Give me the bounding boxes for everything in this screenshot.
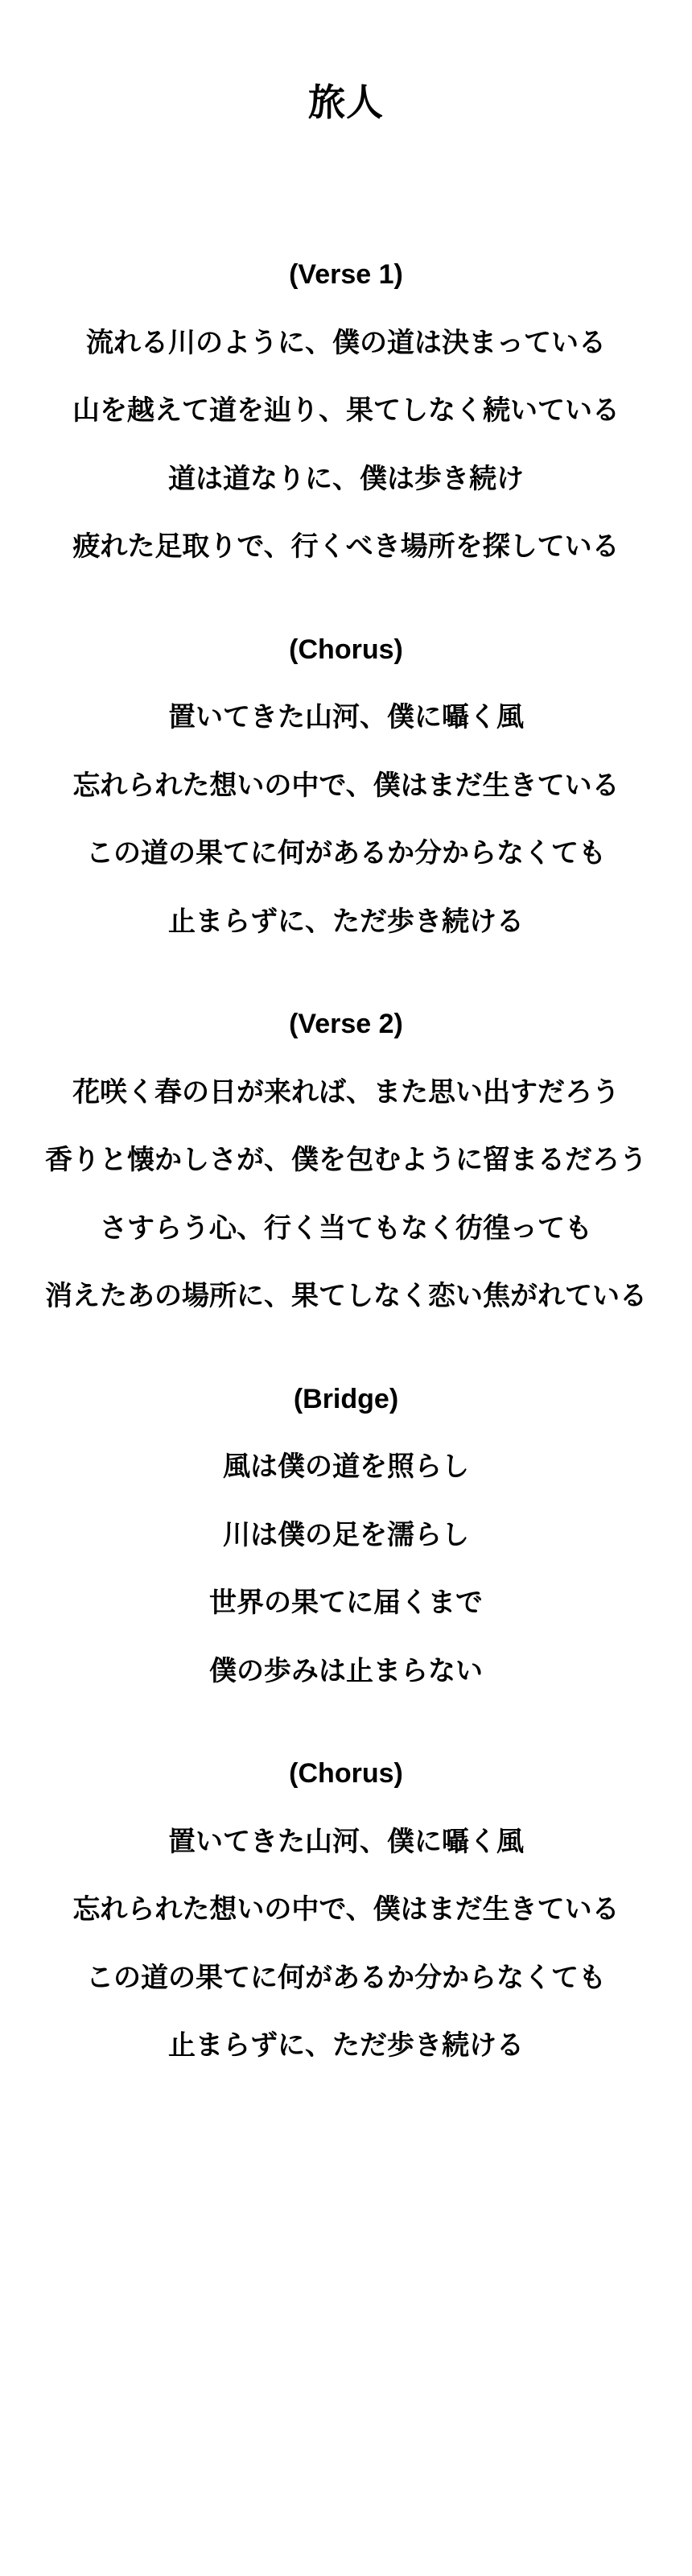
section-label: (Bridge)	[293, 1383, 399, 1414]
lyrics-section	[0, 258, 692, 564]
lyric-line: 忘れられた想いの中で、僕はまだ生きている	[72, 1894, 620, 1926]
lyric-line: 忘れられた想いの中で、僕はまだ生きている	[72, 770, 620, 801]
lyric-line: 止まらずに、ただ歩き続ける	[168, 2030, 524, 2062]
lyric-line: 止まらずに、ただ歩き続ける	[168, 906, 524, 937]
lyrics-section	[0, 1757, 692, 2063]
lyric-line: 疲れた足取りで、行くべき場所を探している	[72, 531, 620, 563]
lyric-line: 山を越えて道を辿り、果てしなく続いている	[72, 395, 620, 427]
section-label: (Chorus)	[289, 634, 403, 665]
lyric-line: 花咲く春の日が来れば、また思い出すだろう	[72, 1076, 620, 1108]
section-label: (Chorus)	[289, 1758, 403, 1790]
song-title: 旅人	[308, 81, 384, 123]
lyrics-sections	[0, 258, 692, 2063]
lyric-line: 香りと懐かしさが、僕を包むように留まるだろう	[45, 1145, 647, 1176]
lyric-line: 道は道なりに、僕は歩き続け	[168, 463, 524, 494]
lyric-line: 僕の歩みは止まらない	[209, 1655, 483, 1686]
lyric-line: 消えたあの場所に、果てしなく恋い焦がれている	[45, 1281, 647, 1312]
lyric-line: 世界の果てに届くまで	[209, 1587, 483, 1619]
section-label: (Verse 2)	[289, 1009, 403, 1040]
lyric-line: 川は僕の足を濡らし	[223, 1519, 469, 1550]
lyric-line: 置いてきた山河、僕に囁く風	[168, 702, 524, 733]
lyric-line: さすらう心、行く当てもなく彷徨っても	[100, 1212, 592, 1244]
lyrics-section	[0, 1007, 692, 1314]
lyric-line: 風は僕の道を照らし	[223, 1451, 469, 1483]
lyrics-section	[0, 633, 692, 939]
lyric-line: この道の果てに何があるか分からなくても	[86, 1962, 606, 1993]
lyrics-section	[0, 1382, 692, 1689]
lyric-line: 流れる川のように、僕の道は決まっている	[86, 327, 606, 358]
lyric-line: この道の果てに何があるか分からなくても	[86, 838, 606, 869]
section-label: (Verse 1)	[289, 259, 403, 291]
lyric-line: 置いてきた山河、僕に囁く風	[168, 1826, 524, 1857]
